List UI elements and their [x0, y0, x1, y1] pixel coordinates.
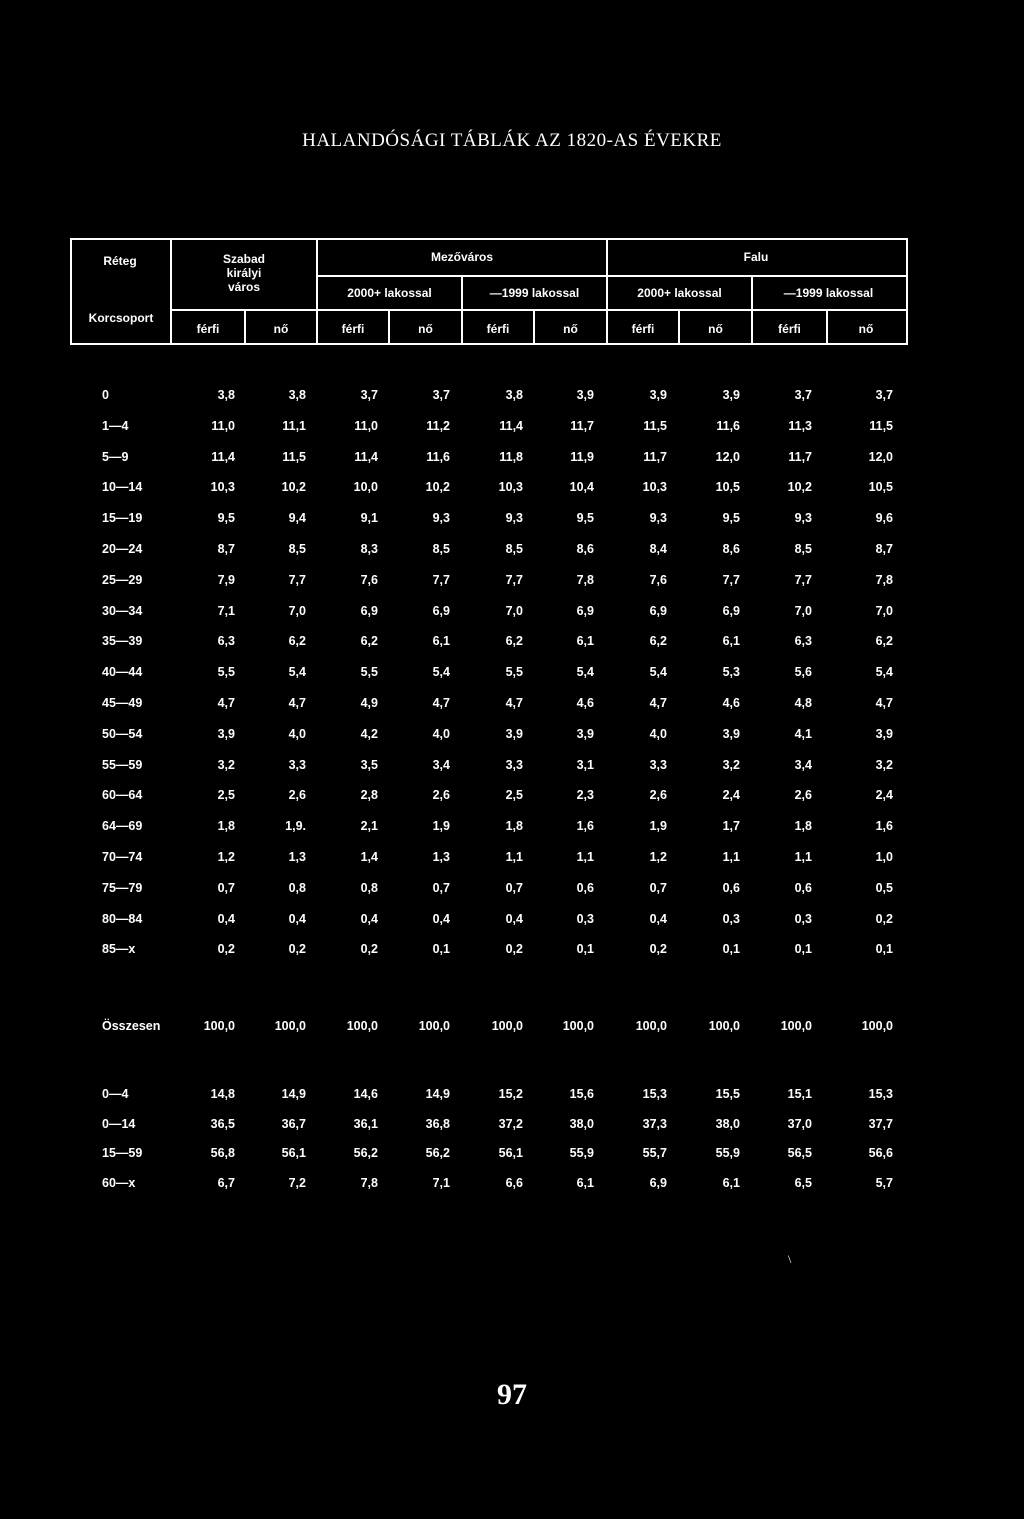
table-cell: 2,1	[360, 819, 378, 834]
table-cell: 3,9	[722, 726, 740, 741]
table-cell: 0,2	[360, 942, 378, 957]
table-cell: 11,9	[570, 449, 594, 464]
table-cell: 9,3	[505, 511, 523, 526]
table-cell: 7,9	[217, 572, 235, 587]
table-cell: 4,7	[217, 696, 235, 710]
header-falu-1999: —1999 lakossal	[783, 286, 874, 300]
table-header	[70, 238, 908, 346]
table-cell: 11,0	[354, 418, 378, 433]
table-cell: 9,3	[794, 511, 812, 526]
table-cell: 3,9	[722, 388, 740, 402]
table-cell: 3,9	[576, 388, 594, 402]
table-cell: 1,6	[875, 819, 893, 834]
table-cell: 15,3	[868, 1087, 893, 1101]
table-cell: 7,0	[794, 603, 812, 618]
row-label: 35—39	[102, 634, 143, 649]
table-cell: 11,4	[354, 449, 378, 464]
table-cell: 11,4	[499, 418, 523, 433]
table-cell: 10,5	[868, 480, 893, 495]
row-label: 50—54	[102, 726, 143, 741]
table-cell: 11,5	[643, 418, 667, 433]
table-cell: 11,2	[426, 418, 450, 433]
header-mezo-2000: 2000+ lakossal	[347, 286, 432, 300]
table-cell: 3,7	[432, 388, 450, 402]
header-varos: város	[227, 280, 261, 294]
header-sex: nő	[858, 322, 874, 336]
row-label: 15—59	[102, 1146, 143, 1160]
table-cell: 6,5	[794, 1175, 812, 1190]
table-cell: 7,7	[288, 572, 306, 587]
table-cell: 100,0	[635, 1019, 667, 1033]
table-cell: 2,8	[360, 788, 378, 803]
table-cell: 7,1	[432, 1175, 450, 1190]
table-cell: 100,0	[346, 1019, 378, 1033]
table-cell: 4,0	[288, 726, 306, 741]
table-cell: 5,5	[217, 665, 235, 680]
table-cell: 6,6	[505, 1175, 523, 1190]
table-cell: 1,6	[576, 819, 594, 834]
table-cell: 3,2	[217, 757, 235, 772]
row-label: 20—24	[102, 542, 143, 556]
table-cell: 6,9	[576, 603, 594, 618]
table-cell: 0,2	[649, 942, 667, 957]
table-cell: 0,1	[722, 942, 740, 957]
table-cell: 15,3	[642, 1087, 667, 1101]
table-cell: 100,0	[780, 1019, 812, 1033]
table-cell: 5,4	[432, 665, 450, 680]
divider	[170, 309, 906, 311]
page-number: 97	[497, 1378, 527, 1411]
table-cell: 11,3	[788, 418, 812, 433]
header-szabad: Szabad	[222, 252, 265, 266]
row-label: 5—9	[102, 449, 129, 464]
row-label: 10—14	[102, 480, 143, 495]
table-cell: 4,2	[360, 726, 378, 741]
table-cell: 4,7	[288, 696, 306, 710]
table-cell: 7,6	[360, 572, 378, 587]
table-cell: 11,6	[426, 449, 450, 464]
table-cell: 7,0	[875, 603, 893, 618]
row-label: 0	[102, 388, 109, 402]
table-cell: 56,5	[787, 1146, 812, 1160]
table-cell: 2,5	[217, 788, 235, 803]
header-sex: férfi	[341, 322, 365, 336]
table-cell: 1,0	[875, 850, 893, 864]
table-cell: 4,7	[875, 696, 893, 710]
table-cell: 11,5	[282, 449, 306, 464]
table-cell: 3,8	[505, 388, 523, 402]
table-cell: 3,9	[217, 726, 235, 741]
table-cell: 37,3	[642, 1116, 667, 1131]
table-cell: 2,3	[576, 788, 594, 803]
table-cell: 36,8	[425, 1116, 450, 1131]
table-cell: 0,2	[875, 911, 893, 926]
table-cell: 9,5	[576, 511, 594, 526]
table-cell: 0,4	[505, 911, 523, 926]
table-cell: 8,3	[360, 542, 378, 556]
row-label: 60—x	[102, 1175, 136, 1190]
table-cell: 0,3	[576, 911, 594, 926]
header-sex: férfi	[196, 322, 220, 336]
header-sex: férfi	[778, 322, 801, 336]
header-mezo-1999: —1999 lakossal	[489, 286, 580, 300]
stray-mark: \	[788, 1252, 792, 1266]
table-cell: 15,2	[498, 1087, 523, 1101]
header-falu: Falu	[743, 250, 769, 264]
row-label: 40—44	[102, 665, 143, 680]
row-label: 15—19	[102, 511, 143, 526]
table-cell: 1,9	[649, 819, 667, 834]
table-cell: 12,0	[715, 449, 740, 464]
table-cell: 6,9	[432, 603, 450, 618]
table-cell: 9,3	[649, 511, 667, 526]
table-cell: 0,4	[288, 911, 306, 926]
table-cell: 14,9	[425, 1087, 450, 1101]
table-cell: 2,6	[794, 788, 812, 803]
table-cell: 5,4	[288, 665, 306, 680]
table-cell: 3,2	[875, 757, 893, 772]
table-cell: 100,0	[418, 1019, 450, 1033]
table-cell: 0,3	[722, 911, 740, 926]
table-cell: 1,3	[288, 850, 306, 864]
table-cell: 56,8	[210, 1146, 235, 1160]
table-cell: 1,7	[722, 819, 740, 834]
table-cell: 9,3	[432, 511, 450, 526]
table-cell: 0,8	[288, 880, 306, 895]
table-cell: 3,4	[794, 757, 812, 772]
table-cell: 4,1	[794, 726, 812, 741]
table-cell: 10,2	[425, 480, 450, 495]
table-cell: 3,8	[217, 388, 235, 402]
table-cell: 100,0	[861, 1019, 893, 1033]
table-cell: 3,3	[288, 757, 306, 772]
table-cell: 1,1	[576, 850, 594, 864]
table-cell: 12,0	[868, 449, 893, 464]
table-cell: 38,0	[569, 1116, 594, 1131]
table-cell: 8,7	[875, 542, 893, 556]
table-cell: 15,6	[569, 1087, 594, 1101]
table-cell: 0,4	[217, 911, 235, 926]
table-cell: 11,1	[282, 418, 306, 433]
row-label: 45—49	[102, 696, 143, 710]
table-cell: 6,9	[649, 1175, 667, 1190]
table-cell: 9,6	[875, 511, 893, 526]
table-cell: 6,2	[505, 634, 523, 649]
header-reteg: Réteg	[103, 254, 137, 268]
table-cell: 0,6	[794, 880, 812, 895]
table-cell: 5,5	[360, 665, 378, 680]
page-title: HALANDÓSÁGI TÁBLÁK AZ 1820-AS ÉVEKRE	[302, 130, 722, 151]
table-cell: 5,3	[722, 665, 740, 680]
table-cell: 2,4	[875, 788, 893, 803]
table-cell: 0,6	[722, 880, 740, 895]
table-cell: 2,5	[505, 788, 523, 803]
table-cell: 6,1	[576, 634, 594, 649]
table-cell: 0,2	[288, 942, 306, 957]
table-cell: 1,2	[649, 850, 667, 864]
table-cell: 8,6	[576, 542, 594, 556]
table-cell: 36,1	[353, 1116, 378, 1131]
table-cell: 7,8	[360, 1175, 378, 1190]
header-sex: férfi	[631, 322, 655, 336]
table-cell: 4,9	[360, 696, 378, 710]
table-cell: 3,9	[875, 726, 893, 741]
table-cell: 11,8	[499, 449, 523, 464]
table-cell: 10,3	[498, 480, 523, 495]
row-label: 55—59	[102, 757, 143, 772]
table-cell: 5,5	[505, 665, 523, 680]
table-cell: 3,9	[505, 726, 523, 741]
table-cell: 3,9	[649, 388, 667, 402]
row-label: 75—79	[102, 880, 143, 895]
table-cell: 9,4	[288, 511, 306, 526]
table-cell: 0,4	[649, 911, 667, 926]
table-cell: 7,7	[722, 572, 740, 587]
table-cell: 37,0	[787, 1116, 812, 1131]
table-cell: 1,8	[794, 819, 812, 834]
table-cell: 0,7	[217, 880, 235, 895]
header-falu-2000: 2000+ lakossal	[637, 286, 722, 300]
table-cell: 56,1	[281, 1146, 306, 1160]
table-cell: 11,7	[643, 449, 667, 464]
table-cell: 6,2	[288, 634, 306, 649]
table-cell: 6,9	[649, 603, 667, 618]
table-cell: 6,1	[432, 634, 450, 649]
table-cell: 8,5	[288, 542, 306, 556]
table-cell: 0,1	[432, 942, 450, 957]
table-cell: 4,7	[505, 696, 523, 710]
table-cell: 0,6	[576, 880, 594, 895]
table-cell: 11,6	[716, 418, 740, 433]
table-cell: 10,0	[353, 480, 378, 495]
table-cell: 38,0	[715, 1116, 740, 1131]
table-cell: 8,5	[794, 542, 812, 556]
table-cell: 37,7	[868, 1116, 893, 1131]
header-sex: nő	[273, 322, 289, 336]
table-cell: 10,4	[569, 480, 594, 495]
table-cell: 15,1	[787, 1087, 812, 1101]
table-cell: 11,0	[211, 418, 235, 433]
table-cell: 5,4	[875, 665, 893, 680]
table-cell: 11,7	[570, 418, 594, 433]
table-cell: 4,0	[432, 726, 450, 741]
table-cell: 10,2	[787, 480, 812, 495]
table-cell: 0,7	[505, 880, 523, 895]
table-cell: 4,7	[432, 696, 450, 710]
table-cell: 7,7	[505, 572, 523, 587]
table-cell: 8,4	[649, 542, 667, 556]
table-cell: 0,3	[794, 911, 812, 926]
table-cell: 56,2	[353, 1146, 378, 1160]
table-cell: 56,2	[425, 1146, 450, 1160]
table-cell: 3,1	[576, 757, 594, 772]
table-cell: 6,2	[360, 634, 378, 649]
table-cell: 14,8	[210, 1087, 235, 1101]
table-cell: 1,2	[217, 850, 235, 864]
table-cell: 9,1	[360, 511, 378, 526]
row-label: 85—x	[102, 942, 136, 957]
table-cell: 3,5	[360, 757, 378, 772]
table-cell: 6,9	[360, 603, 378, 618]
table-cell: 6,1	[722, 634, 740, 649]
table-cell: 55,7	[642, 1146, 667, 1160]
table-cell: 5,7	[875, 1175, 893, 1190]
table-cell: 8,7	[217, 542, 235, 556]
table-cell: 2,4	[722, 788, 740, 803]
table-cell: 4,7	[649, 696, 667, 710]
table-cell: 5,4	[576, 665, 594, 680]
table-cell: 3,7	[360, 388, 378, 402]
table-cell: 1,4	[360, 850, 378, 864]
table-cell: 0,8	[360, 880, 378, 895]
row-label: 0—14	[102, 1116, 136, 1131]
table-cell: 1,9.	[285, 819, 306, 834]
table-cell: 7,8	[576, 572, 594, 587]
table-cell: 7,7	[432, 572, 450, 587]
table-cell: 1,8	[505, 819, 523, 834]
header-sex: nő	[418, 322, 433, 336]
table-cell: 10,3	[642, 480, 667, 495]
table-cell: 7,2	[288, 1175, 306, 1190]
table-cell: 4,6	[576, 696, 594, 710]
row-label: 30—34	[102, 603, 143, 618]
table-cell: 55,9	[569, 1146, 594, 1160]
row-label: 25—29	[102, 572, 143, 587]
row-label: Összesen	[102, 1019, 161, 1033]
header-korcsoport: Korcsoport	[88, 311, 154, 325]
table-cell: 100,0	[203, 1019, 235, 1033]
table-cell: 0,7	[432, 880, 450, 895]
table-cell: 100,0	[274, 1019, 306, 1033]
row-label: 60—64	[102, 788, 143, 803]
table-cell: 6,3	[217, 634, 235, 649]
table-cell: 0,5	[875, 880, 893, 895]
header-sex: nő	[708, 322, 723, 336]
header-sex: férfi	[486, 322, 510, 336]
table-cell: 8,5	[432, 542, 450, 556]
table-cell: 6,2	[649, 634, 667, 649]
row-label: 0—4	[102, 1087, 129, 1101]
table-cell: 36,5	[210, 1116, 235, 1131]
table-cell: 10,2	[281, 480, 306, 495]
table-cell: 56,1	[498, 1146, 523, 1160]
table-cell: 55,9	[715, 1146, 740, 1160]
header-mezovaros: Mezőváros	[430, 250, 494, 264]
table-cell: 0,1	[794, 942, 812, 957]
table-cell: 7,6	[649, 572, 667, 587]
table-cell: 7,0	[288, 603, 306, 618]
table-cell: 7,8	[875, 572, 893, 587]
table-cell: 37,2	[498, 1116, 523, 1131]
table-cell: 3,8	[288, 388, 306, 402]
table-cell: 2,6	[432, 788, 450, 803]
table-cell: 7,0	[505, 603, 523, 618]
table-cell: 3,3	[505, 757, 523, 772]
table-cell: 56,6	[868, 1146, 893, 1160]
row-label: 1—4	[102, 418, 129, 433]
table-cell: 1,1	[722, 850, 740, 864]
header-kiralyi: királyi	[226, 266, 262, 280]
table-cell: 15,5	[715, 1087, 740, 1101]
table-cell: 100,0	[491, 1019, 523, 1033]
table-cell: 6,3	[794, 634, 812, 649]
divider	[316, 275, 906, 277]
table-cell: 1,8	[217, 819, 235, 834]
table-cell: 3,3	[649, 757, 667, 772]
table-cell: 11,4	[211, 449, 235, 464]
table-cell: 2,6	[649, 788, 667, 803]
table-cell: 11,5	[869, 418, 893, 433]
table-cell: 6,1	[722, 1175, 740, 1190]
table-cell: 100,0	[708, 1019, 740, 1033]
table-cell: 6,9	[722, 603, 740, 618]
row-label: 80—84	[102, 911, 143, 926]
table-cell: 3,7	[794, 388, 812, 402]
table-cell: 7,7	[794, 572, 812, 587]
table-cell: 14,6	[353, 1087, 378, 1101]
table-cell: 4,8	[794, 696, 812, 710]
table-cell: 5,6	[794, 665, 812, 680]
row-label: 70—74	[102, 850, 143, 864]
table-cell: 11,7	[788, 449, 812, 464]
table-cell: 10,5	[715, 480, 740, 495]
table-cell: 4,6	[722, 696, 740, 710]
table-cell: 10,3	[210, 480, 235, 495]
table-cell: 3,2	[722, 757, 740, 772]
table-cell: 0,1	[576, 942, 594, 957]
table-cell: 3,9	[576, 726, 594, 741]
table-cell: 0,2	[217, 942, 235, 957]
table-cell: 6,2	[875, 634, 893, 649]
table-cell: 5,4	[649, 665, 667, 680]
table-cell: 6,7	[217, 1175, 235, 1190]
table-cell: 6,1	[576, 1175, 594, 1190]
table-cell: 3,4	[432, 757, 450, 772]
table-cell: 0,4	[360, 911, 378, 926]
table-cell: 1,1	[505, 850, 523, 864]
table-cell: 100,0	[562, 1019, 594, 1033]
table-cell: 3,7	[875, 388, 893, 402]
table-cell: 8,6	[722, 542, 740, 556]
table-cell: 8,5	[505, 542, 523, 556]
table-cell: 14,9	[281, 1087, 306, 1101]
table-cell: 7,1	[217, 603, 235, 618]
table-cell: 1,9	[432, 819, 450, 834]
table-cell: 36,7	[281, 1116, 306, 1131]
header-sex: nő	[563, 322, 578, 336]
table-cell: 2,6	[288, 788, 306, 803]
table-cell: 0,2	[505, 942, 523, 957]
table-cell: 0,1	[875, 942, 893, 957]
row-label: 64—69	[102, 819, 143, 834]
table-cell: 1,3	[432, 850, 450, 864]
table-cell: 0,4	[432, 911, 450, 926]
table-cell: 0,7	[649, 880, 667, 895]
table-cell: 9,5	[217, 511, 235, 526]
table-cell: 9,5	[722, 511, 740, 526]
table-cell: 4,0	[649, 726, 667, 741]
table-cell: 1,1	[794, 850, 812, 864]
